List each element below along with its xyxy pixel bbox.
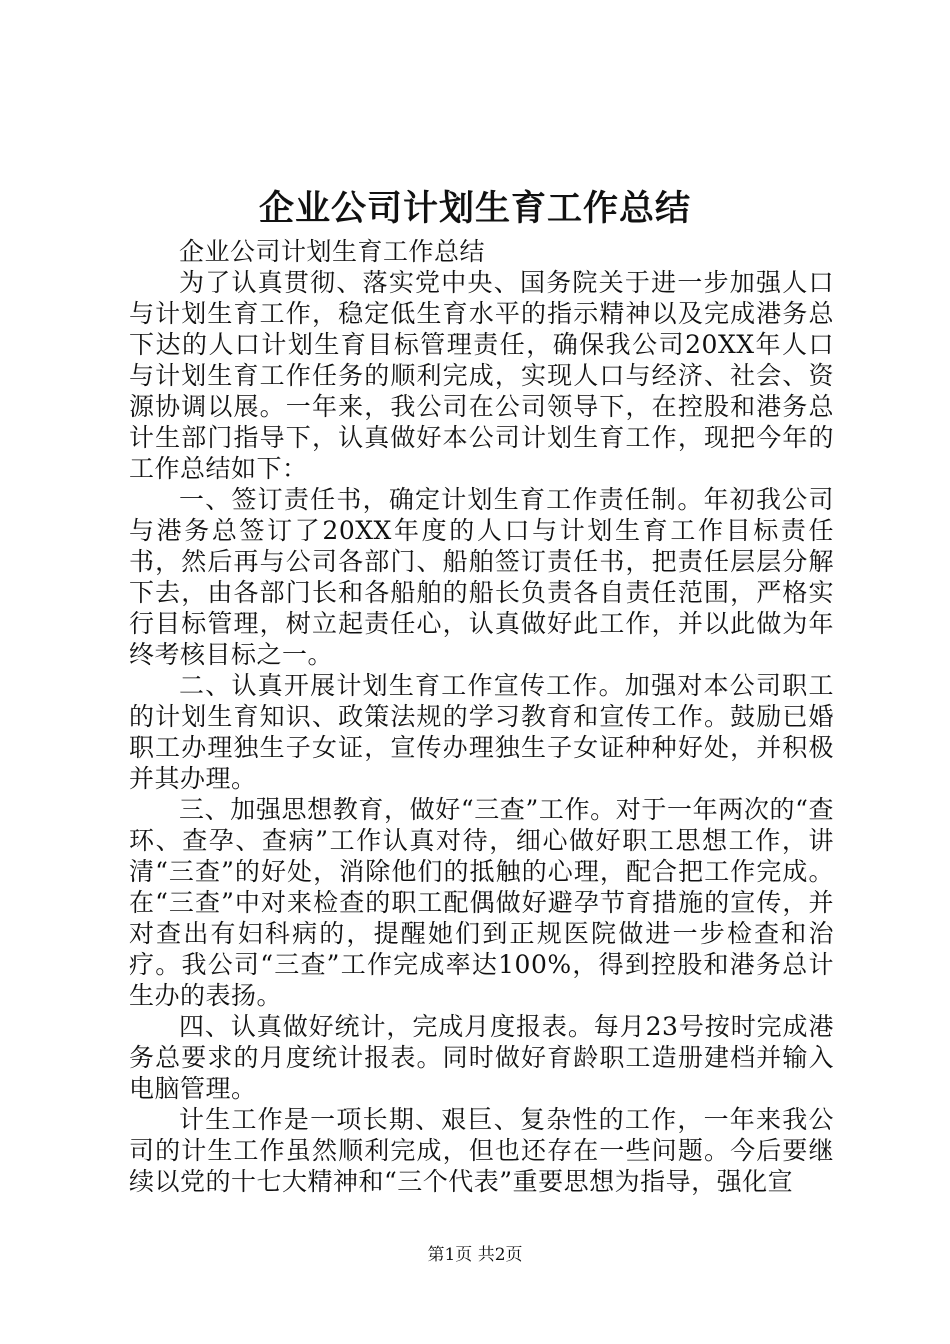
paragraph-conclusion: 计生工作是一项长期、艰巨、复杂性的工作，一年来我公司的计生工作虽然顺利完成，但也还存在一些问题。今后要继续以党的十七大精神和“三个代表”重要思想为指导，强化宣 <box>129 1105 834 1196</box>
paragraph-section-3: 三、加强思想教育，做好“三查”工作。对于一年两次的“查环、查孕、查病”工作认真对待，细心做好职工思想工作，讲清“三查”的好处，消除他们的抵触的心理，配合把工作完成。在“三查”中对来检查的职工配偶做好避孕节育措施的宣传，并对查出有妇科病的，提醒她们到正规医院做进一步检查和治疗。我公司“三查”工作完成率达100%，得到控股和港务总计生办的表扬。 <box>129 795 834 1010</box>
document-title: 企业公司计划生育工作总结 <box>258 188 691 229</box>
paragraph-section-4: 四、认真做好统计，完成月度报表。每月23号按时完成港务总要求的月度统计报表。同时做好育龄职工造册建档并输入电脑管理。 <box>129 1012 834 1103</box>
paragraph-intro: 为了认真贯彻、落实党中央、国务院关于进一步加强人口与计划生育工作，稳定低生育水平的指示精神以及完成港务总下达的人口计划生育目标管理责任，确保我公司20XX年人口与计划生育工作任务的顺利完成，实现人口与经济、社会、资源协调以展。一年来，我公司在公司领导下，在控股和港务总计生部门指导下，认真做好本公司计划生育工作，现把今年的工作总结如下： <box>129 268 834 483</box>
document-body <box>129 236 834 1197</box>
paragraph-section-1: 一、签订责任书，确定计划生育工作责任制。年初我公司与港务总签订了20XX年度的人口与计划生育工作目标责任书，然后再与公司各部门、船舶签订责任书，把责任层层分解下去，由各部门长和各船舶的船长负责各自责任范围，严格实行目标管理，树立起责任心，认真做好此工作，并以此做为年终考核目标之一。 <box>129 485 834 669</box>
paragraph-subtitle: 企业公司计划生育工作总结 <box>179 237 486 266</box>
paragraph-section-2: 二、认真开展计划生育工作宣传工作。加强对本公司职工的计划生育知识、政策法规的学习教育和宣传工作。鼓励已婚职工办理独生子女证，宣传办理独生子女证种种好处，并积极并其办理。 <box>129 671 834 793</box>
page-footer: 第1页 共2页 <box>427 1245 523 1265</box>
